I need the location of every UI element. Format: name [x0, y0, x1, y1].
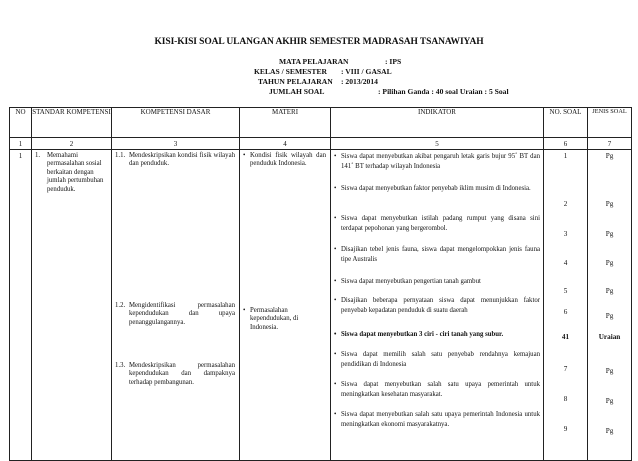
no-soal: 2	[563, 200, 568, 208]
meta-row-kelas	[254, 67, 392, 76]
materi-text: Permasalahan kependudukan, di Indonesia.	[250, 307, 299, 331]
kompetensi-dasar-cell	[112, 150, 240, 461]
bullet-icon: •	[334, 297, 337, 304]
column-number: 7	[588, 138, 632, 150]
meta-value: : Pilihan Ganda : 40 soal Uraian : 5 Soal	[378, 87, 509, 96]
header-indikator: INDIKATOR	[331, 108, 544, 138]
indikator-item: • Siswa dapat menyebutkan 3 ciri - ciri tanah yang subur.	[334, 330, 540, 340]
standar-kompetensi-cell	[32, 150, 112, 461]
no-soal-cell	[544, 150, 588, 461]
jenis-soal: Pg	[605, 427, 614, 435]
bullet-icon: •	[334, 411, 337, 418]
jenis-soal: Pg	[605, 230, 614, 238]
bullet-icon: •	[334, 381, 337, 388]
meta-row-tahun	[258, 77, 378, 86]
header-no-soal: NO. SOAL	[544, 108, 588, 138]
meta-row-jumlah	[269, 87, 509, 96]
indikator-item: • Disajikan tebel jenis fauna, siswa dapat mengelompokkan jenis fauna tipe Australis	[334, 246, 540, 264]
jenis-soal: Pg	[605, 200, 614, 208]
header-materi: MATERI	[240, 108, 331, 138]
jenis-soal-cell	[588, 150, 632, 461]
indikator-item: • Siswa dapat menyebutkan faktor penyebab iklim musim di Indonesia.	[334, 184, 540, 194]
kd-text: Mengidentifikasi permasalahan kependudukan dan upaya penanggulangannya.	[129, 302, 235, 326]
kd-number: 1.3.	[115, 362, 126, 369]
meta-row-mapel	[279, 57, 401, 66]
kd-text: Mendeskripsikan kondisi fisik wilayah dan penduduk.	[129, 152, 235, 168]
jenis-soal: Pg	[605, 367, 614, 375]
kd-number: 1.1.	[115, 152, 126, 159]
meta-label: TAHUN PELAJARAN	[258, 77, 333, 86]
no-soal: 41	[561, 333, 570, 341]
header-kompetensi-dasar: KOMPETENSI DASAR	[112, 108, 240, 138]
no-soal: 4	[563, 259, 568, 267]
jenis-soal: Pg	[605, 312, 614, 320]
meta-value: : 2013/2014	[341, 77, 378, 86]
bullet-icon: •	[334, 185, 337, 192]
header-standar-kompetensi: STANDAR KOMPETENSI	[32, 108, 112, 138]
document-title: KISI-KISI SOAL ULANGAN AKHIR SEMESTER MADRASAH TSANAWIYAH	[154, 37, 484, 47]
sk-text: Memahami permasalahan sosial berkaitan dengan jumlah pertumbuhan penduduk.	[47, 152, 104, 193]
no-soal: 1	[563, 152, 568, 160]
bullet-icon: •	[243, 307, 246, 314]
meta-label: KELAS / SEMESTER	[254, 67, 328, 76]
kisi-kisi-table	[9, 107, 632, 461]
column-number: 3	[112, 138, 240, 150]
kd-text: Mendeskripsikan permasalahan kependudukan dan dampaknya terhadap pembangunan.	[129, 362, 235, 386]
column-number: 2	[32, 138, 112, 150]
jenis-soal: Pg	[605, 397, 614, 405]
indikator-item: • Siswa dapat menyebutkan pengertian tanah gambut	[334, 277, 540, 287]
jenis-soal: Pg	[605, 152, 614, 160]
indikator-item: • Siswa dapat menyebutkan salah satu upaya pemerintah untuk meningkatkan kesehatan masyarakat.	[334, 381, 540, 399]
indikator-item: • Siswa dapat menyebutkan salah satu upaya pemerintah Indonesia untuk meningkatkan ekonomi masyarakatnya.	[334, 411, 540, 429]
indikator-item: • Siswa dapat menyebutkan istilah padang rumput yang disana sini terdapat pepohonan yang bergerombol.	[334, 215, 540, 233]
row-no: 1	[18, 152, 23, 160]
bullet-icon: •	[243, 152, 246, 159]
jenis-soal: Pg	[605, 287, 614, 295]
jenis-soal: Pg	[605, 259, 614, 267]
header-jenis-soal: JENIS SOAL	[588, 108, 632, 138]
no-soal: 7	[563, 365, 568, 373]
materi-cell	[240, 150, 331, 461]
column-number: 4	[240, 138, 331, 150]
indikator-item: • Siswa dapat menyebutkan akibat pengaruh letak garis bujur 95˚ BT dan 141˚ BT terhadap wilayah Indonesia	[334, 153, 540, 171]
meta-label: MATA PELAJARAN	[279, 57, 349, 66]
no-soal: 5	[563, 287, 568, 295]
bullet-icon: •	[334, 246, 337, 253]
meta-value: : IPS	[385, 57, 402, 66]
bullet-icon: •	[334, 153, 337, 160]
meta-label: JUMLAH SOAL	[269, 87, 325, 96]
no-soal: 9	[563, 425, 568, 433]
indikator-cell	[331, 150, 544, 461]
bullet-icon: •	[334, 331, 337, 338]
header-no: NO	[10, 108, 32, 138]
bullet-icon: •	[334, 278, 337, 285]
row-no-cell	[10, 150, 32, 461]
meta-value: : VIII / GASAL	[341, 67, 392, 76]
column-number: 5	[331, 138, 544, 150]
materi-text: Kondisi fisik wilayah dan penduduk Indonesia.	[250, 152, 326, 168]
jenis-soal: Uraian	[598, 333, 621, 341]
indikator-item: • Disajikan beberapa pernyataan siswa dapat menunjukkan faktor penyebab kepadatan penduduk di suatu daerah	[334, 297, 540, 315]
column-number: 6	[544, 138, 588, 150]
bullet-icon: •	[334, 215, 337, 222]
bullet-icon: •	[334, 351, 337, 358]
kd-number: 1.2.	[115, 302, 126, 309]
column-number: 1	[10, 138, 32, 150]
no-soal: 8	[563, 395, 568, 403]
no-soal: 3	[563, 230, 568, 238]
no-soal: 6	[563, 308, 568, 316]
indikator-item: • Siswa dapat memilih salah satu penyebab rendahnya kemajuan pendidikan di Indonesia	[334, 351, 540, 369]
sk-number: 1.	[35, 152, 41, 159]
